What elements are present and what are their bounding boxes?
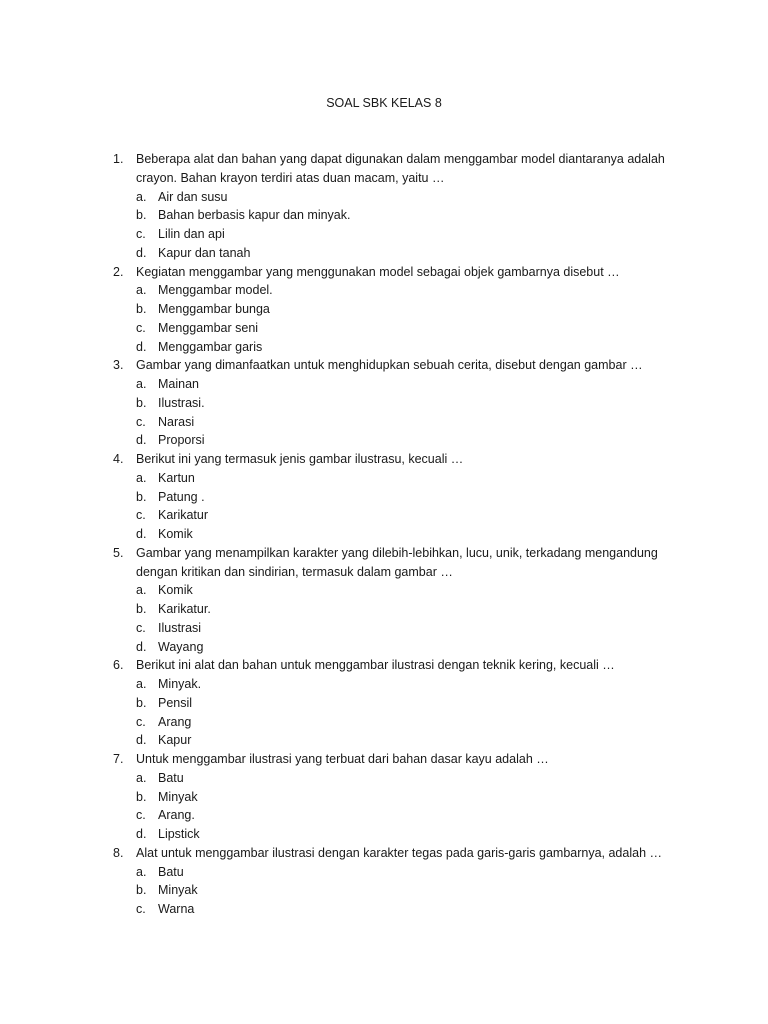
option-text: Komik xyxy=(158,527,193,541)
question-text: Untuk menggambar ilustrasi yang terbuat dari bahan dasar kayu adalah … xyxy=(136,752,549,766)
option-text: Lipstick xyxy=(158,827,200,841)
question-text: Berikut ini alat dan bahan untuk menggambar ilustrasi dengan teknik kering, kecuali … xyxy=(136,658,615,673)
question-list xyxy=(0,150,768,919)
answer-option xyxy=(136,806,688,825)
question-number: 7. xyxy=(113,752,124,766)
answer-options xyxy=(136,769,688,844)
option-letter: b. xyxy=(136,695,147,710)
answer-option xyxy=(136,863,688,882)
option-text: Ilustrasi xyxy=(158,620,202,635)
option-text: Narasi xyxy=(158,414,195,429)
question-item xyxy=(0,844,768,919)
option-letter: a. xyxy=(136,283,147,298)
option-letter: b. xyxy=(136,395,147,410)
question-number: 2. xyxy=(113,264,124,279)
answer-option xyxy=(136,469,688,488)
option-letter: b. xyxy=(136,789,147,804)
option-letter: a. xyxy=(136,864,147,879)
answer-options xyxy=(136,469,688,544)
answer-option xyxy=(136,300,688,319)
answer-option xyxy=(136,488,688,507)
option-text: Pensil xyxy=(158,695,193,710)
answer-option xyxy=(136,788,688,807)
question-text: Kegiatan menggambar yang menggunakan model sebagai objek gambarnya disebut … xyxy=(136,264,620,279)
answer-option xyxy=(136,506,688,525)
question-number: 4. xyxy=(113,452,124,466)
option-letter: c. xyxy=(136,508,146,523)
option-letter: d. xyxy=(136,733,147,748)
option-text: Ilustrasi. xyxy=(158,395,205,410)
option-text: Lilin dan api xyxy=(158,227,225,241)
answer-option xyxy=(136,281,688,300)
answer-option xyxy=(136,713,688,732)
answer-option xyxy=(136,225,688,244)
question-item xyxy=(0,356,768,450)
option-letter: b. xyxy=(136,208,147,223)
answer-option xyxy=(136,244,688,263)
document-title: SOAL SBK KELAS 8 xyxy=(326,96,442,110)
option-letter: a. xyxy=(136,677,147,691)
option-text: Arang xyxy=(158,714,192,729)
option-text: Menggambar bunga xyxy=(158,302,270,316)
option-letter: c. xyxy=(136,902,146,916)
option-text: Batu xyxy=(158,864,184,879)
question-number: 1. xyxy=(113,152,124,166)
option-letter: d. xyxy=(136,433,147,448)
option-text: Karikatur xyxy=(158,508,209,523)
option-letter: d. xyxy=(136,245,147,260)
question-text: Beberapa alat dan bahan yang dapat digunakan dalam menggambar model diantaranya adalah crayon. Bahan krayon terdiri atas duan macam, yaitu … xyxy=(136,152,665,185)
option-letter: b. xyxy=(136,302,147,316)
option-letter: a. xyxy=(136,470,147,485)
answer-option xyxy=(136,619,688,638)
option-text: Minyak. xyxy=(158,677,202,691)
question-text: Alat untuk menggambar ilustrasi dengan karakter tegas pada garis-garis gambarnya, adalah … xyxy=(136,845,662,860)
answer-option xyxy=(136,525,688,544)
option-text: Proporsi xyxy=(158,433,205,448)
question-item xyxy=(0,150,768,263)
question-item xyxy=(0,750,768,844)
option-text: Minyak xyxy=(158,789,198,804)
answer-option xyxy=(136,581,688,600)
option-letter: a. xyxy=(136,189,147,204)
question-item xyxy=(0,450,768,544)
answer-option xyxy=(136,769,688,788)
option-letter: a. xyxy=(136,770,147,785)
option-text: Menggambar seni xyxy=(158,320,259,335)
option-text: Arang. xyxy=(158,808,195,823)
answer-options xyxy=(136,675,688,750)
option-letter: b. xyxy=(136,883,147,898)
question-text: Gambar yang menampilkan karakter yang dilebih-lebihkan, lucu, unik, terkadang mengandung dengan kritikan dan sindirian, termasuk dalam gambar … xyxy=(136,545,658,579)
question-text: Berikut ini yang termasuk jenis gambar ilustrasu, kecuali … xyxy=(136,452,464,466)
option-text: Warna xyxy=(158,902,195,916)
question-text: Gambar yang dimanfaatkan untuk menghidupkan sebuah cerita, disebut dengan gambar … xyxy=(136,358,643,373)
option-text: Kapur xyxy=(158,733,192,748)
option-text: Menggambar model. xyxy=(158,283,273,298)
question-number: 3. xyxy=(113,358,124,373)
option-letter: a. xyxy=(136,377,147,391)
answer-option xyxy=(136,638,688,657)
answer-options xyxy=(136,188,688,263)
option-text: Kartun xyxy=(158,470,195,485)
option-text: Batu xyxy=(158,770,184,785)
answer-options xyxy=(136,581,688,656)
option-text: Air dan susu xyxy=(158,189,228,204)
question-item xyxy=(0,656,768,750)
option-text: Komik xyxy=(158,583,193,598)
option-text: Bahan berbasis kapur dan minyak. xyxy=(158,208,351,223)
answer-option xyxy=(136,600,688,619)
option-text: Patung . xyxy=(158,489,205,504)
answer-options xyxy=(136,375,688,450)
answer-option xyxy=(136,825,688,844)
question-item xyxy=(0,263,768,357)
option-letter: d. xyxy=(136,827,147,841)
answer-options xyxy=(136,863,688,919)
option-text: Kapur dan tanah xyxy=(158,245,251,260)
answer-option xyxy=(136,319,688,338)
question-item xyxy=(0,544,768,657)
option-text: Karikatur. xyxy=(158,602,211,616)
answer-option xyxy=(136,413,688,432)
option-letter: c. xyxy=(136,227,146,241)
answer-option xyxy=(136,188,688,207)
option-letter: c. xyxy=(136,414,146,429)
answer-option xyxy=(136,431,688,450)
answer-option xyxy=(136,338,688,357)
option-text: Wayang xyxy=(158,639,204,654)
question-number: 8. xyxy=(113,845,124,860)
option-letter: c. xyxy=(136,320,146,335)
answer-option xyxy=(136,731,688,750)
answer-options xyxy=(136,281,688,356)
option-letter: c. xyxy=(136,808,146,823)
option-letter: d. xyxy=(136,527,147,541)
answer-option xyxy=(136,900,688,919)
answer-option xyxy=(136,206,688,225)
option-letter: c. xyxy=(136,714,146,729)
option-letter: d. xyxy=(136,639,147,654)
option-letter: d. xyxy=(136,339,147,354)
answer-option xyxy=(136,881,688,900)
option-text: Menggambar garis xyxy=(158,339,263,354)
answer-option xyxy=(136,394,688,413)
option-letter: c. xyxy=(136,620,146,635)
option-letter: b. xyxy=(136,602,147,616)
option-letter: b. xyxy=(136,489,147,504)
answer-option xyxy=(136,675,688,694)
option-letter: a. xyxy=(136,583,147,598)
option-text: Minyak xyxy=(158,883,198,898)
answer-option xyxy=(136,375,688,394)
question-number: 5. xyxy=(113,545,124,560)
question-number: 6. xyxy=(113,658,124,673)
option-text: Mainan xyxy=(158,377,199,391)
answer-option xyxy=(136,694,688,713)
